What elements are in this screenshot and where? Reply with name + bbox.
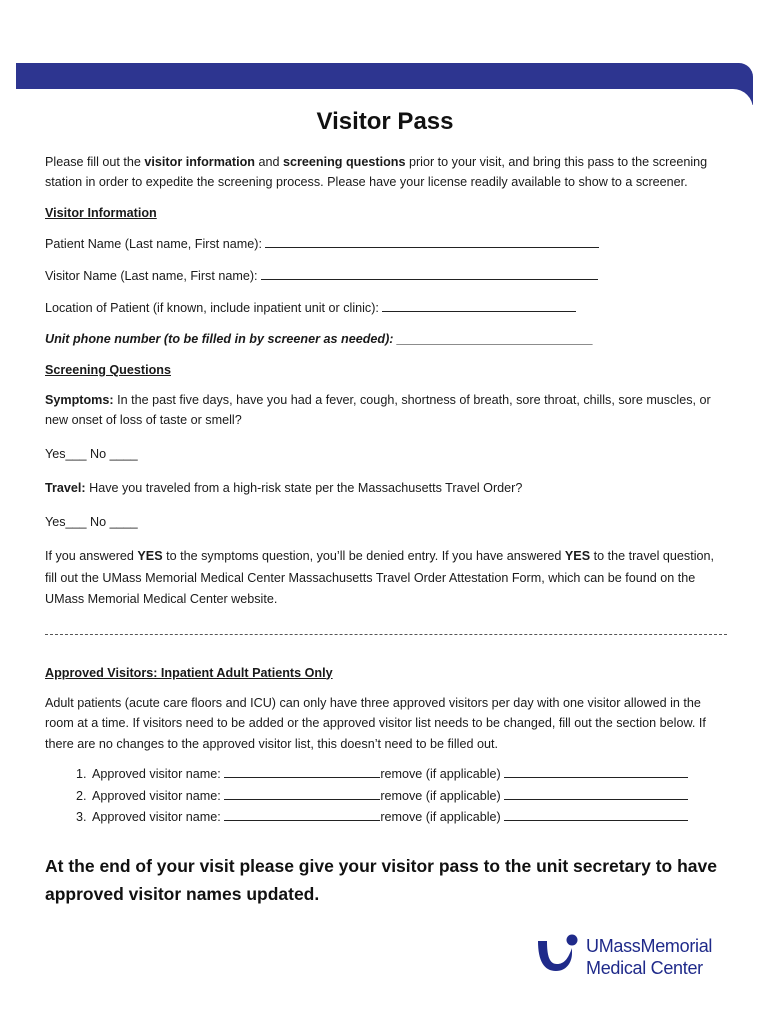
- form-body: [45, 152, 727, 828]
- visitor-name-label: Visitor Name (Last name, First name):: [45, 269, 258, 283]
- unit-phone-row: [45, 329, 727, 349]
- patient-name-row: [45, 233, 727, 254]
- approved-visitor-list: [45, 763, 727, 828]
- page-title: Visitor Pass: [316, 108, 454, 135]
- intro-text: Please fill out the: [45, 155, 145, 169]
- approved-visitor-name-field[interactable]: [224, 785, 380, 800]
- header-band-curve: [16, 89, 753, 109]
- location-field[interactable]: [382, 297, 576, 312]
- intro-bold-visitor-info: visitor information: [144, 155, 255, 169]
- approved-visitor-item: [90, 806, 727, 828]
- intro-bold-screening: screening questions: [283, 155, 406, 169]
- approved-visitor-label: Approved visitor name:: [92, 810, 221, 824]
- remove-field[interactable]: [504, 763, 688, 778]
- location-label: Location of Patient (if known, include inpatient unit or clinic):: [45, 301, 379, 315]
- approved-visitor-item: [90, 763, 727, 785]
- screening-note: [45, 546, 727, 611]
- visitor-info-heading: Visitor Information: [45, 206, 157, 220]
- remove-label: remove (if applicable): [380, 810, 501, 824]
- section-divider: [45, 634, 727, 635]
- logo-text: [586, 935, 712, 979]
- remove-field[interactable]: [504, 806, 688, 821]
- patient-name-label: Patient Name (Last name, First name):: [45, 237, 262, 251]
- intro-text: and: [254, 155, 283, 169]
- travel-text: Have you traveled from a high-risk state per the Massachusetts Travel Order?: [85, 481, 523, 495]
- note-text: to the travel question, fill out the UMass Memorial Medical Center Massachusetts Travel Order Attestation Form, which can be found on the UMass Memorial Medical Center website.: [45, 549, 715, 606]
- approved-visitor-item: [90, 785, 727, 807]
- symptoms-text: In the past five days, have you had a fever, cough, shortness of breath, sore throat, chills, sore muscles, or new onset of loss of taste or smell?: [45, 393, 711, 427]
- approved-heading: Approved Visitors: Inpatient Adult Patients Only: [45, 665, 333, 680]
- symptoms-question: [45, 390, 727, 430]
- remove-label: remove (if applicable): [380, 767, 501, 781]
- note-yes: YES: [137, 549, 163, 563]
- intro-paragraph: [45, 152, 727, 192]
- unit-phone-field[interactable]: ____________________________: [396, 332, 594, 346]
- logo-line-2: Medical Center: [586, 958, 703, 978]
- approved-visitor-name-field[interactable]: [224, 806, 380, 821]
- logo-mark-icon: [536, 933, 580, 975]
- travel-question: [45, 478, 727, 498]
- unit-phone-label: Unit phone number (to be filled in by screener as needed):: [45, 332, 394, 346]
- approved-visitor-label: Approved visitor name:: [92, 767, 221, 781]
- visitor-name-row: [45, 265, 727, 286]
- patient-name-field[interactable]: [265, 233, 599, 248]
- location-row: [45, 297, 727, 318]
- closing-instruction: At the end of your visit please give your visitor pass to the unit secretary to have approved visitor names updated.: [45, 856, 717, 904]
- umass-memorial-logo: [536, 933, 736, 983]
- symptoms-answer[interactable]: Yes___ No ____: [45, 447, 138, 461]
- note-text: to the symptoms question, you’ll be denied entry. If you have answered: [162, 549, 565, 563]
- approved-visitor-name-field[interactable]: [224, 763, 380, 778]
- note-yes: YES: [564, 549, 591, 563]
- approved-description: Adult patients (acute care floors and ICU) can only have three approved visitors per day with one visitor allowed in the room at a time. If visitors need to be added or the approved visitor list needs to be changed, fill out the section below. If there are no changes to the approved visitor list, this doesn’t need to be filled out.: [45, 695, 706, 751]
- screening-heading: Screening Questions: [45, 363, 171, 377]
- remove-field[interactable]: [504, 785, 688, 800]
- visitor-name-field[interactable]: [261, 265, 598, 280]
- remove-label: remove (if applicable): [380, 788, 501, 803]
- travel-label: Travel:: [45, 481, 86, 495]
- travel-answer[interactable]: Yes___ No ____: [45, 515, 138, 529]
- logo-line-1: UMassMemorial: [586, 936, 713, 956]
- approved-visitor-label: Approved visitor name:: [92, 788, 221, 803]
- note-text: If you answered: [45, 549, 138, 563]
- symptoms-label: Symptoms:: [45, 393, 114, 407]
- intro-text: prior to your visit, and bring this pass to the screening station in order to expedite the screening process. Please have your license readily available to show to a screener.: [45, 155, 708, 189]
